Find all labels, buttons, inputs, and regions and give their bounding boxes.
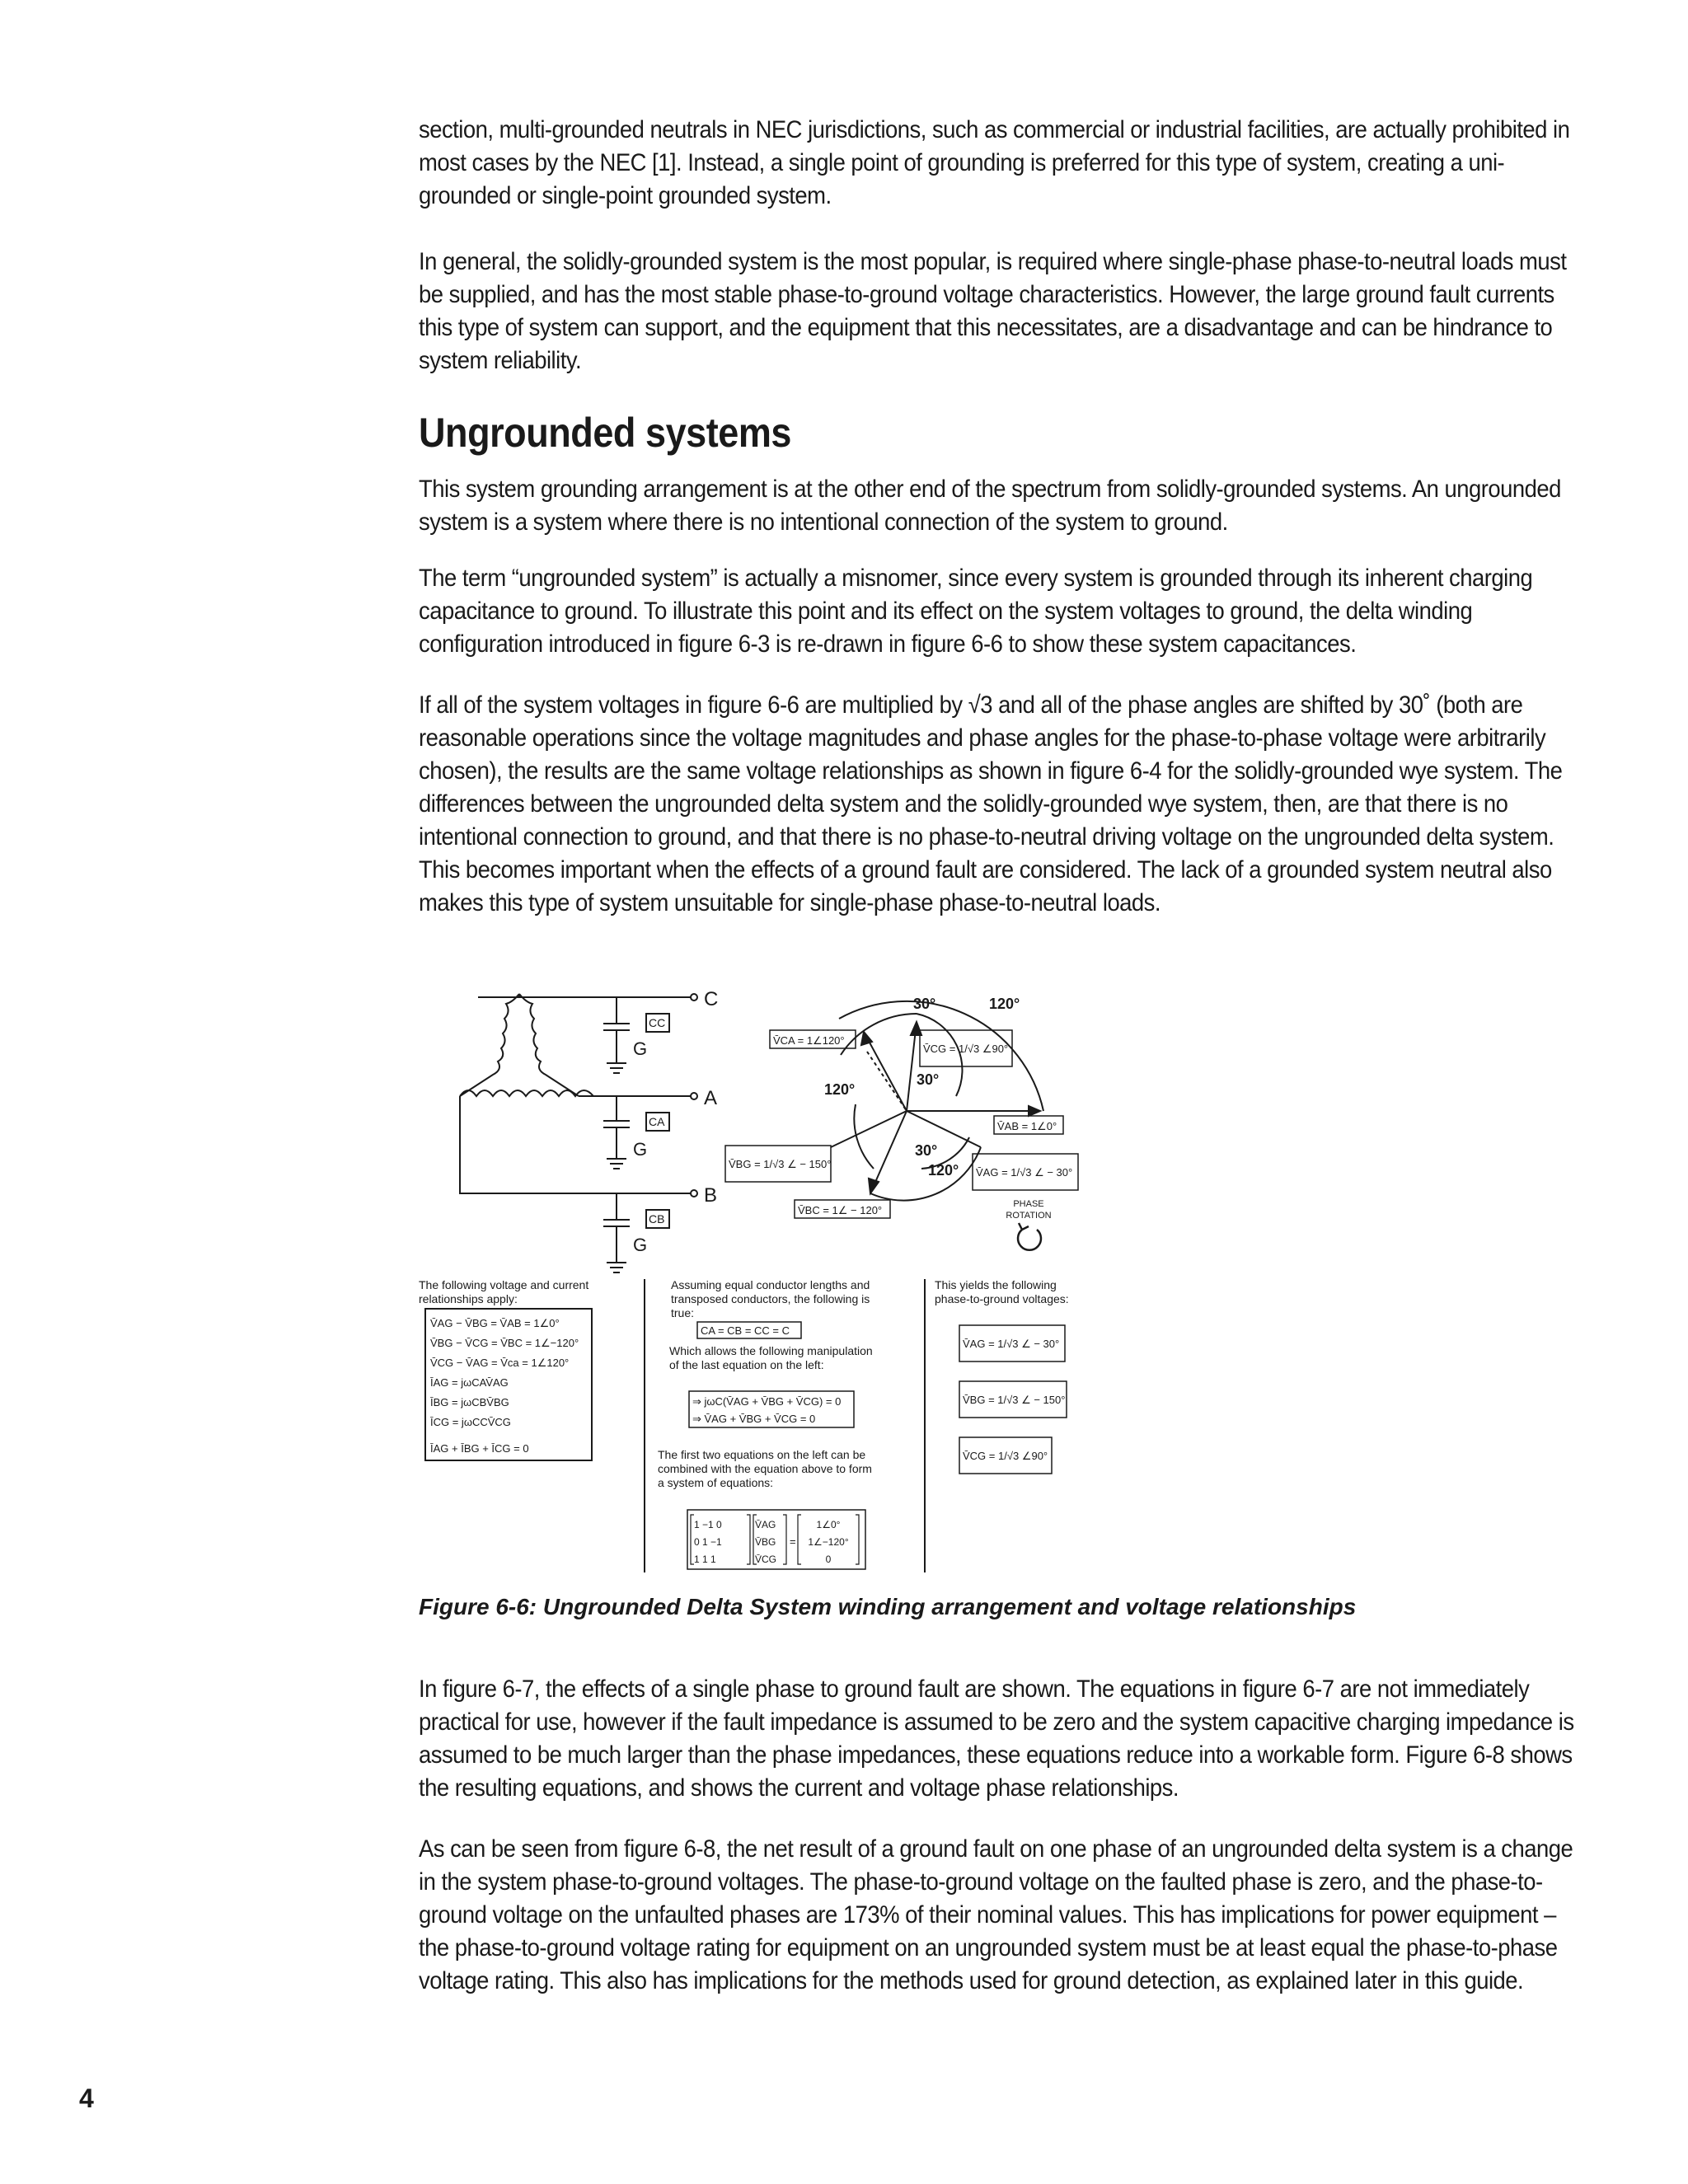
col3-eq-1: V̄AG = 1/√3 ∠ − 30° xyxy=(963,1338,1060,1350)
matrix-row-3: 1 1 1 xyxy=(694,1554,716,1565)
angle-30-c: 30° xyxy=(915,1142,938,1159)
page-number: 4 xyxy=(79,2083,94,2113)
col2-mid-2: of the last equation on the left: xyxy=(669,1358,824,1371)
matrix-equals: = xyxy=(790,1535,796,1548)
col1-eq-3: V̄CG − V̄AG = V̄ca = 1∠120° xyxy=(430,1357,570,1369)
phase-rotation-2: ROTATION xyxy=(1006,1211,1052,1221)
phasor-vcg: V̄CG = 1/√3 ∠90° xyxy=(923,1043,1009,1055)
top-text xyxy=(419,114,1589,213)
col1-eq-1: V̄AG − V̄BG = V̄AB = 1∠0° xyxy=(430,1317,560,1329)
figure-drawing xyxy=(412,972,1104,1582)
col3-title-2: phase-to-ground voltages: xyxy=(935,1292,1069,1305)
bottom-text-1 xyxy=(419,1673,1589,1805)
terminal-a: A xyxy=(704,1087,718,1109)
col1-title-2: relationships apply: xyxy=(419,1292,518,1305)
col2-title-1: Assuming equal conductor lengths and xyxy=(671,1278,870,1291)
col1-eq-4: ĪAG = jωCAV̄AG xyxy=(430,1376,509,1389)
matrix-row-1: 1 −1 0 xyxy=(694,1519,722,1530)
col2-bottom-1: The first two equations on the left can be xyxy=(658,1448,866,1461)
col1-eq-7: ĪAG + ĪBG + ĪCG = 0 xyxy=(430,1442,529,1455)
col3-eq-2: V̄BG = 1/√3 ∠ − 150° xyxy=(963,1394,1066,1406)
angle-120-b: 120° xyxy=(824,1081,856,1098)
phasor-vbc: V̄BC = 1∠ − 120° xyxy=(798,1204,883,1216)
bottom-text-2 xyxy=(419,1833,1589,1998)
paragraph-5: If all of the system voltages in figure 6-6 are multiplied by √3 and all of the phase angles are shifted by 30˚ (both are reasonable operations since the voltage magnitudes and phase angles for the phase-to-phase voltage were arbitrarily chosen), the results are the same voltage relationships as shown in figure 6-4 for the solidly-grounded wye system. The differences between the ungrounded delta system and the solidly-grounded wye system, then, are that there is no intentional connection to ground, and that there is no phase-to-neutral driving voltage on the ungrounded delta system. This becomes important when the effects of a ground fault are considered. The lack of a grounded system neutral also makes this type of system unsuitable for single-phase phase-to-neutral loads. xyxy=(419,691,1563,916)
phase-rotation-1: PHASE xyxy=(1013,1199,1044,1209)
matrix-vec-2: V̄BG xyxy=(755,1536,776,1548)
section-heading-wrap xyxy=(419,409,1589,457)
angle-120-a: 120° xyxy=(989,996,1020,1012)
top-text-2 xyxy=(419,246,1589,377)
col2-mid-1: Which allows the following manipulation xyxy=(669,1344,873,1357)
matrix-vec-3: V̄CG xyxy=(755,1554,777,1565)
ground-label-1: G xyxy=(633,1038,648,1059)
col2-title-2: transposed conductors, the following is xyxy=(671,1292,870,1305)
matrix-rhs-3: 0 xyxy=(825,1554,832,1565)
paragraph-4: The term “ungrounded system” is actually a misnomer, since every system is grounded through its inherent charging capacitance to ground. To illustrate this point and its effect on the system voltages to ground, the delta winding configuration introduced in figure 6-3 is re-drawn in figure 6-6 to show these system capacitances. xyxy=(419,565,1533,658)
rotation-arrow-icon xyxy=(1018,1223,1041,1250)
paragraph-7: As can be seen from figure 6-8, the net result of a ground fault on one phase of an ungrounded delta system is a change in the system phase-to-ground voltages. The phase-to-ground voltage on the faulted phase is zero, and the phase-to-ground voltage on the unfaulted phases are 173% of their nominal values. This has implications for power equipment – the phase-to-ground voltage rating for equipment on an ungrounded system must be at least equal the phase-to-phase voltage rating. This also has implications for the methods used for ground detection, as explained later in this guide. xyxy=(419,1835,1573,1994)
phasor-vbg: V̄BG = 1/√3 ∠ − 150° xyxy=(729,1158,832,1170)
col1-eq-5: ĪBG = jωCBV̄BG xyxy=(430,1396,509,1408)
col3-title-1: This yields the following xyxy=(935,1278,1057,1291)
paragraph-3: This system grounding arrangement is at the other end of the spectrum from solidly-grounded systems. An ungrounded system is a system where there is no intentional connection of the system to ground. xyxy=(419,476,1561,536)
mid-text-3 xyxy=(419,689,1589,920)
paragraph-2: In general, the solidly-grounded system is the most popular, is required where single-phase phase-to-neutral loads must be supplied, and has the most stable phase-to-ground voltage characteristics. However, the large ground fault currents this type of system can support, and the equipment that this necessitates, are a disadvantage and can be hindrance to system reliability. xyxy=(419,248,1567,374)
matrix-vec-1: V̄AG xyxy=(755,1519,776,1530)
cap-cc: CC xyxy=(649,1016,666,1029)
mid-text-1 xyxy=(419,473,1589,539)
col3-eq-3: V̄CG = 1/√3 ∠90° xyxy=(963,1450,1048,1462)
terminal-b: B xyxy=(704,1184,718,1207)
phasor-vab: V̄AB = 1∠0° xyxy=(997,1120,1057,1132)
mid-text-2 xyxy=(419,562,1589,661)
paragraph-6: In figure 6-7, the effects of a single phase to ground fault are shown. The equations in figure 6-7 are not immediately practical for use, however if the fault impedance is assumed to be zero and the system capacitive charging impedance is assumed to be much larger than the phase impedances, these equations reduce into a workable form. Figure 6-8 shows the resulting equations, and shows the current and voltage phase relationships. xyxy=(419,1675,1574,1802)
angle-30-a: 30° xyxy=(913,996,936,1012)
col2-bottom-3: a system of equations: xyxy=(658,1476,774,1489)
col2-title-3: true: xyxy=(671,1306,695,1319)
phasor-vca: V̄CA = 1∠120° xyxy=(773,1034,845,1047)
col2-bottom-2: combined with the equation above to form xyxy=(658,1462,872,1475)
ground-label-2: G xyxy=(633,1139,648,1160)
angle-30-b: 30° xyxy=(917,1071,940,1088)
col2-eq-1: CA = CB = CC = C xyxy=(701,1324,790,1337)
phasor-vag: V̄AG = 1/√3 ∠ − 30° xyxy=(976,1166,1073,1179)
section-heading: Ungrounded systems xyxy=(419,410,791,456)
col1-title-1: The following voltage and current xyxy=(419,1278,589,1291)
col2-eq-2: ⇒ jωC(V̄AG + V̄BG + V̄CG) = 0 xyxy=(692,1395,842,1408)
angle-120-c: 120° xyxy=(928,1162,959,1179)
col2-eq-3: ⇒ V̄AG + V̄BG + V̄CG = 0 xyxy=(692,1413,816,1425)
col1-eq-6: ĪCG = jωCCV̄CG xyxy=(430,1416,511,1428)
figure-caption: Figure 6-6: Ungrounded Delta System winding arrangement and voltage relationships xyxy=(419,1594,1357,1619)
ground-label-3: G xyxy=(633,1235,648,1255)
cap-cb: CB xyxy=(649,1212,665,1226)
terminal-c: C xyxy=(704,988,719,1010)
paragraph-1: section, multi-grounded neutrals in NEC jurisdictions, such as commercial or industrial facilities, are actually prohibited in most cases by the NEC [1]. Instead, a single point of grounding is preferred for this type of system, creating a uni-grounded or single-point grounded system. xyxy=(419,116,1570,209)
matrix-rhs-2: 1∠−120° xyxy=(808,1536,849,1548)
figure-6-6 xyxy=(412,972,1104,1582)
cap-ca: CA xyxy=(649,1115,665,1128)
col1-eq-2: V̄BG − V̄CG = V̄BC = 1∠−120° xyxy=(430,1337,579,1349)
matrix-rhs-1: 1∠0° xyxy=(816,1519,841,1530)
matrix-row-2: 0 1 −1 xyxy=(694,1536,722,1548)
